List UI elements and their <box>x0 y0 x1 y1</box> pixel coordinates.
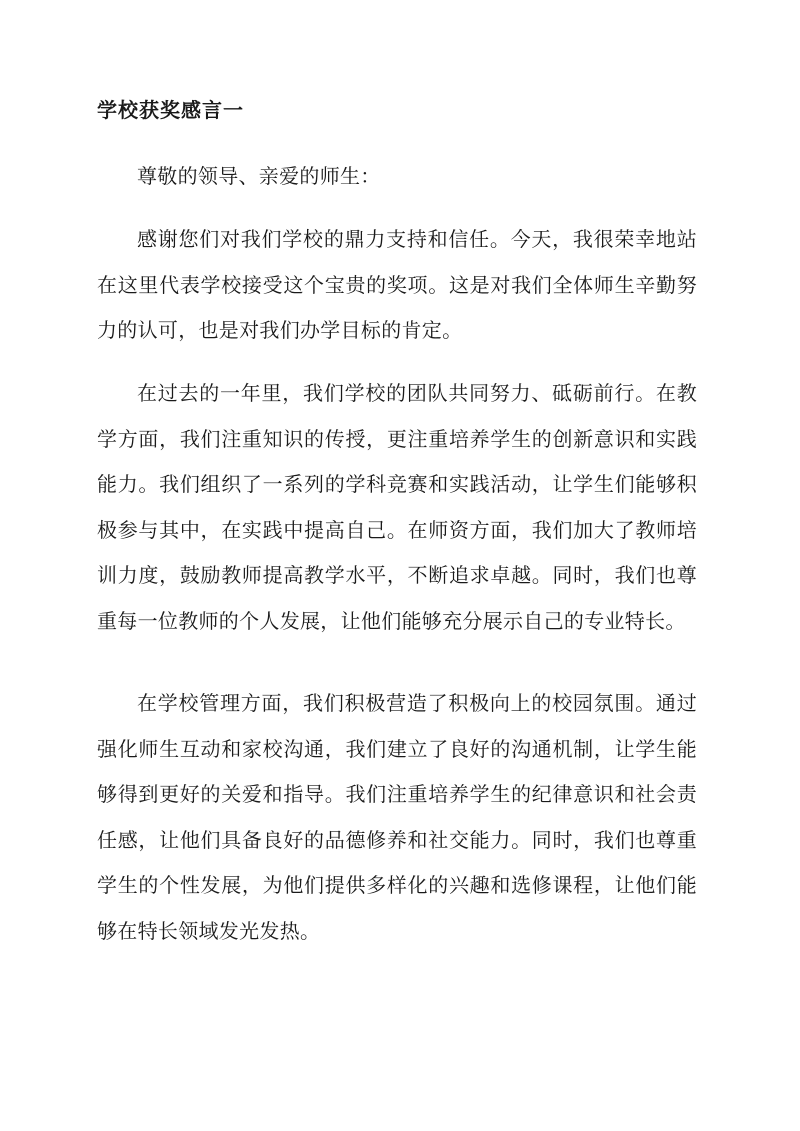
document-title: 学校获奖感言一 <box>97 98 244 122</box>
greeting-line: 尊敬的领导、亲爱的师生： <box>137 164 381 188</box>
paragraph-2: 在过去的一年里，我们学校的团队共同努力、砥砺前行。在教学方面，我们注重知识的传授，更注重培养学生的创新意识和实践能力。我们组织了一系列的学科竞赛和实践活动，让学生们能够积极参与其中，在实践中提高自己。在师资方面，我们加大了教师培训力度，鼓励教师提高教学水平，不断追求卓越。同时，我们也尊重每一位教师的个人发展，让他们能够充分展示自己的专业特长。 <box>97 381 697 633</box>
paragraph-1: 感谢您们对我们学校的鼎力支持和信任。今天，我很荣幸地站在这里代表学校接受这个宝贵的奖项。这是对我们全体师生辛勤努力的认可，也是对我们办学目标的肯定。 <box>97 227 697 342</box>
paragraph-3: 在学校管理方面，我们积极营造了积极向上的校园氛围。通过强化师生互动和家校沟通，我们建立了良好的沟通机制，让学生能够得到更好的关爱和指导。我们注重培养学生的纪律意识和社会责任感，让他们具备良好的品德修养和社交能力。同时，我们也尊重学生的个性发展，为他们提供多样化的兴趣和选修课程，让他们能够在特长领域发光发热。 <box>97 691 697 943</box>
